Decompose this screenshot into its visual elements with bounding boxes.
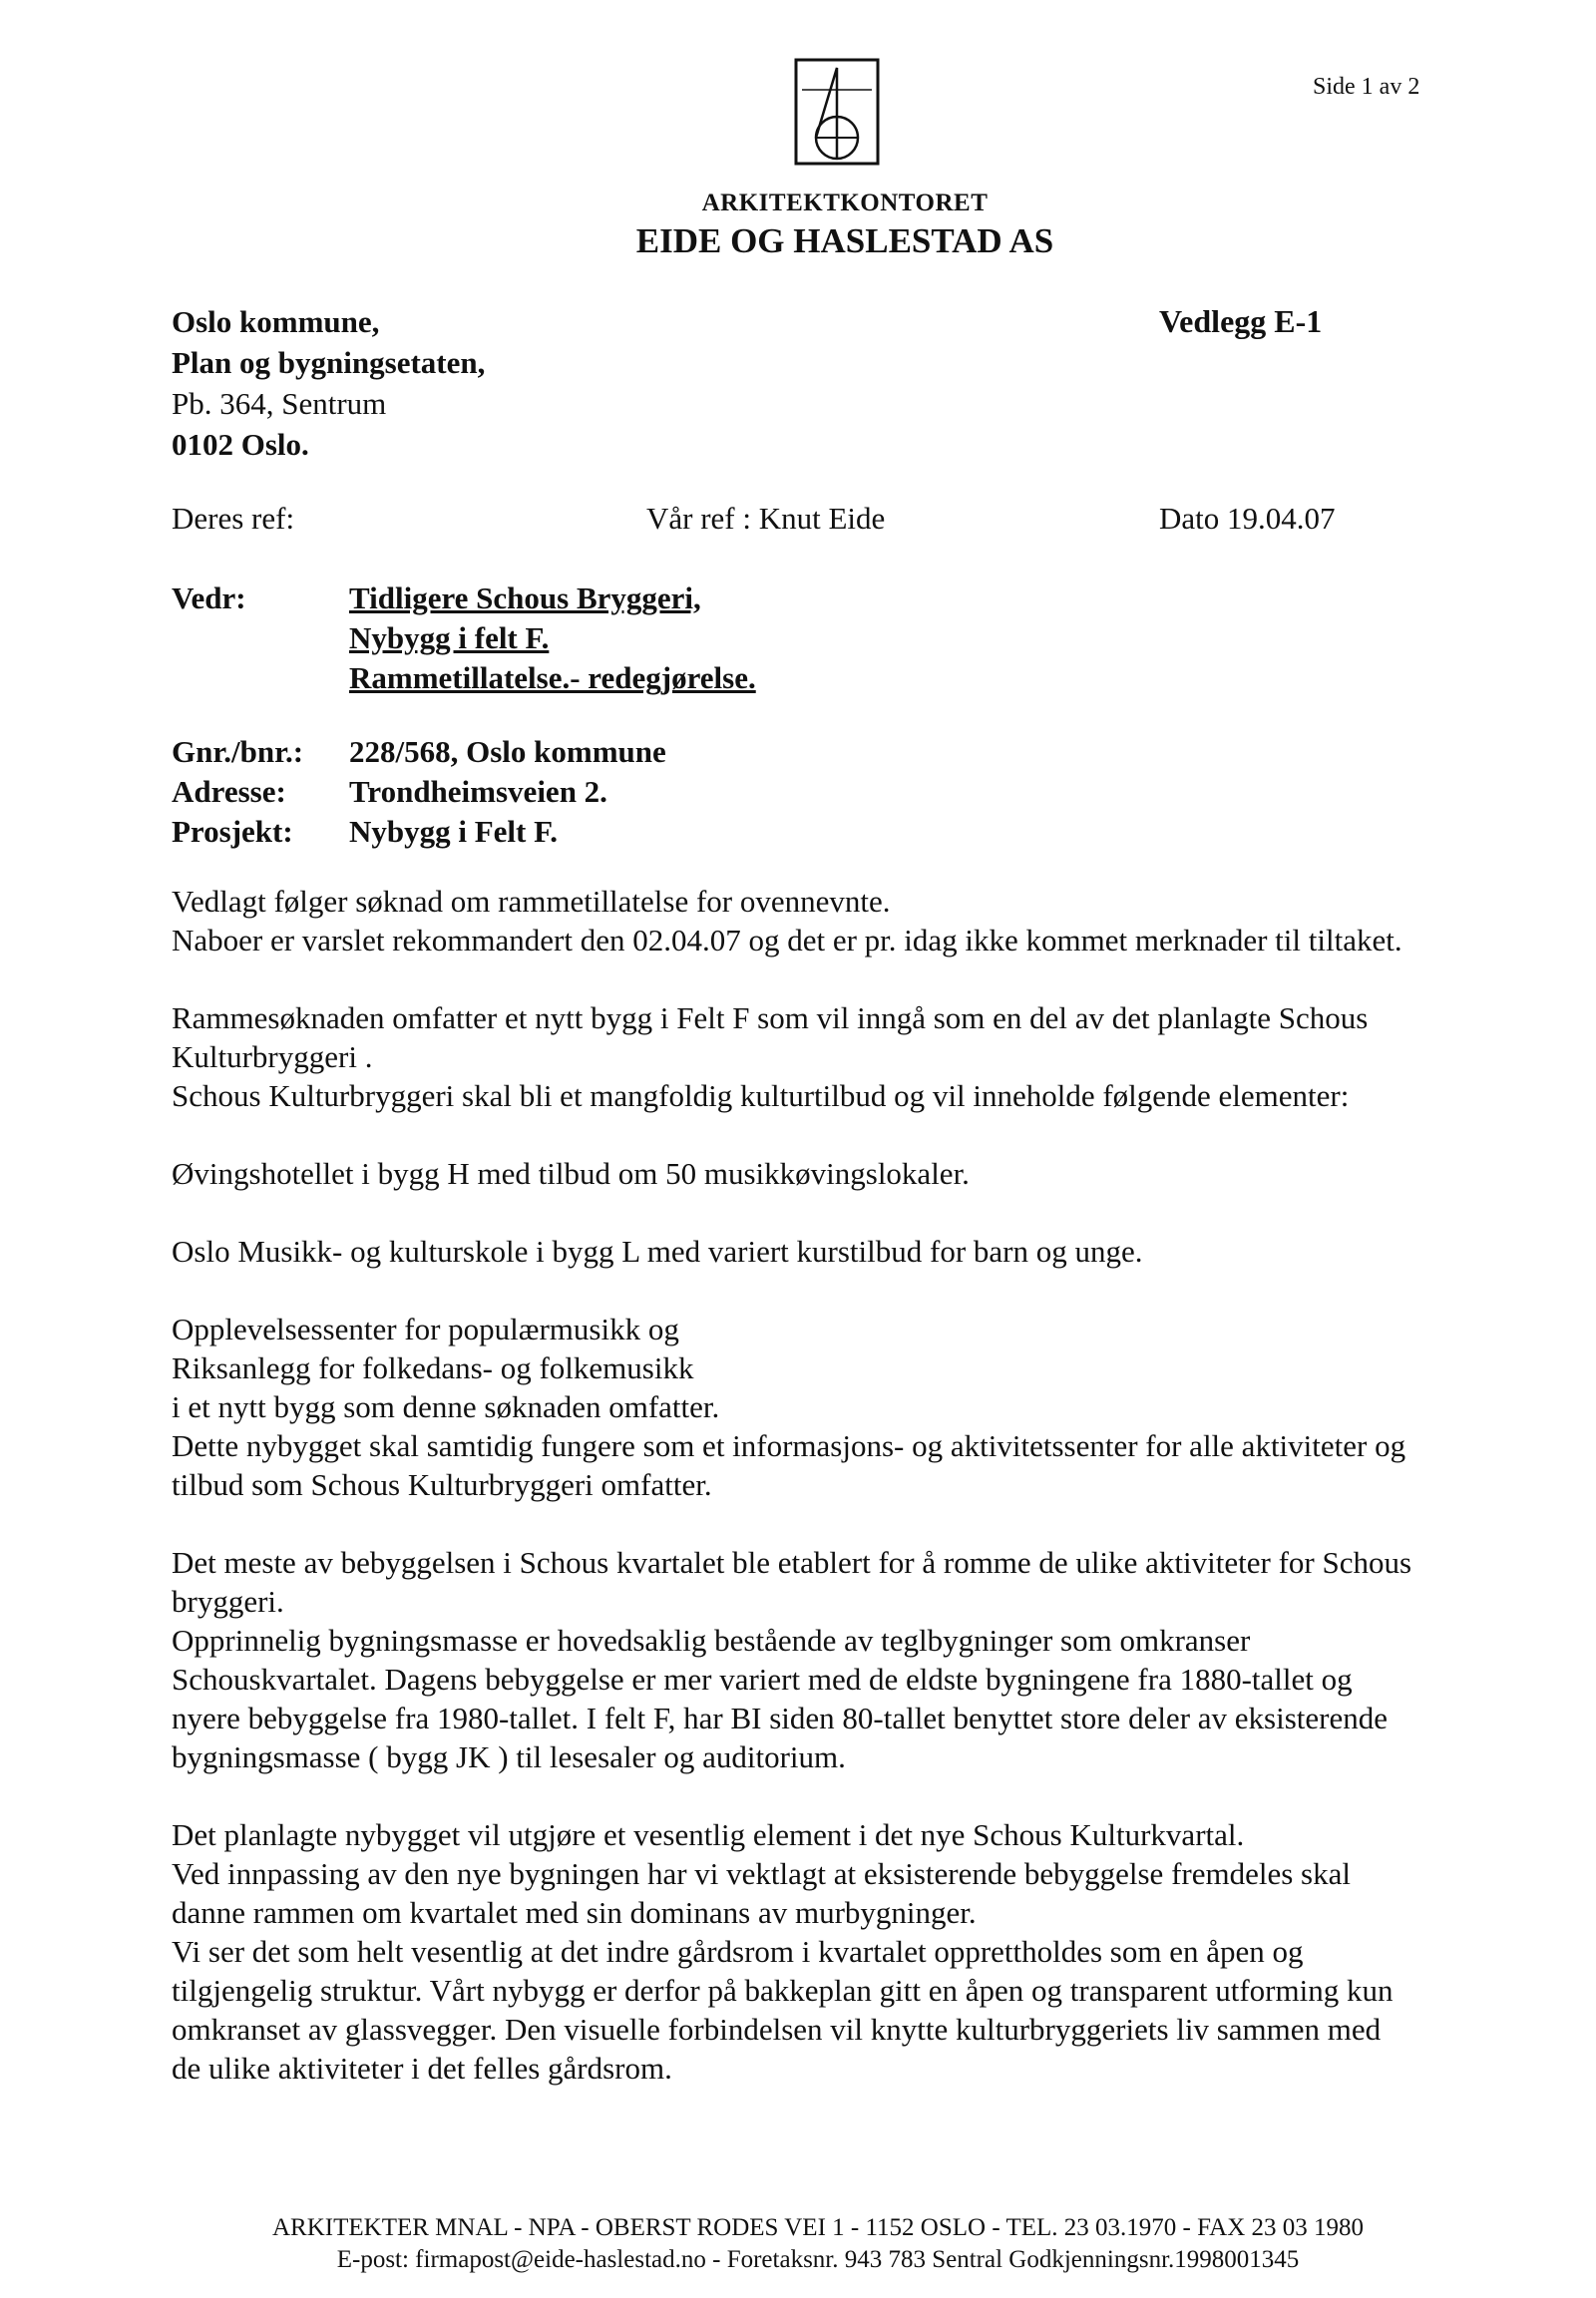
paragraph xyxy=(172,1232,1508,1271)
property-label: Adresse: xyxy=(172,774,286,809)
property-details xyxy=(172,732,666,852)
paragraph xyxy=(172,1543,1508,1776)
page-number: Side 1 av 2 xyxy=(1313,74,1420,100)
text-line: de ulike aktiviteter i det felles gårdsrom. xyxy=(172,2051,672,2086)
text-line: Schouskvartalet. Dagens bebyggelse er mer variert med de eldste bygningene fra 1880-tallet og xyxy=(172,1662,1353,1697)
recipient-line: Plan og bygningsetaten, xyxy=(172,345,486,380)
paragraph xyxy=(172,1815,1508,2088)
letter-date: Dato 19.04.07 xyxy=(1159,501,1336,536)
text-line: Dette nybygget skal samtidig fungere som et informasjons- og aktivitetssenter for alle aktiviteter og xyxy=(172,1428,1406,1463)
subject-label: Vedr: xyxy=(172,580,246,615)
text-line: Det planlagte nybygget vil utgjøre et vesentlig element i det nye Schous Kulturkvartal. xyxy=(172,1817,1245,1852)
property-label: Prosjekt: xyxy=(172,814,293,849)
org-subtitle: ARKITEKTKONTORET xyxy=(701,190,989,216)
property-row xyxy=(172,772,666,812)
paragraph xyxy=(172,1310,1508,1504)
text-line: bryggeri. xyxy=(172,1584,284,1619)
recipient-line: Pb. 364, Sentrum xyxy=(172,386,387,421)
text-line: tilgjengelig struktur. Vårt nybygg er derfor på bakkeplan gitt en åpen og transparent utforming kun xyxy=(172,1973,1394,2008)
text-line: Det meste av bebyggelsen i Schous kvartalet ble etablert for å romme de ulike aktiviteter for Schous xyxy=(172,1545,1412,1580)
subject-line: Rammetillatelse.- redegjørelse. xyxy=(349,660,756,695)
attachment-label: Vedlegg E-1 xyxy=(1159,303,1323,339)
text-line: Rammesøknaden omfatter et nytt bygg i Felt F som vil inngå som en del av det planlagte Schous xyxy=(172,1000,1369,1035)
org-name: EIDE OG HASLESTAD AS xyxy=(635,221,1054,260)
their-reference: Deres ref: xyxy=(172,501,295,536)
recipient-address xyxy=(172,301,485,465)
our-reference: Vår ref : Knut Eide xyxy=(646,501,886,536)
paragraph xyxy=(172,882,1508,959)
property-value: 228/568, Oslo kommune xyxy=(349,734,666,769)
property-value: Trondheimsveien 2. xyxy=(349,774,607,809)
company-logo xyxy=(794,58,880,166)
footer-contact: E-post: firmapost@eide-haslestad.no - Foretaksnr. 943 783 Sentral Godkjenningsnr.1998001345 xyxy=(336,2246,1300,2273)
text-line: omkranset av glassvegger. Den visuelle forbindelsen vil knytte kulturbryggeriets liv sammen med xyxy=(172,2012,1382,2047)
text-line: Ved innpassing av den nye bygningen har vi vektlagt at eksisterende bebyggelse fremdeles skal xyxy=(172,1856,1351,1891)
text-line: bygningsmasse ( bygg JK ) til lesesaler og auditorium. xyxy=(172,1739,846,1774)
footer-address: ARKITEKTER MNAL - NPA - OBERST RODES VEI 1 - 1152 OSLO - TEL. 23 03.1970 - FAX 23 03 1980 xyxy=(272,2214,1364,2241)
property-value: Nybygg i Felt F. xyxy=(349,814,558,849)
text-line: danne rammen om kvartalet med sin dominans av murbygninger. xyxy=(172,1895,977,1930)
recipient-line: 0102 Oslo. xyxy=(172,427,309,462)
text-line: tilbud som Schous Kulturbryggeri omfatter. xyxy=(172,1467,712,1502)
subject-line: Nybygg i felt F. xyxy=(349,620,550,655)
text-line: Naboer er varslet rekommandert den 02.04.07 og det er pr. idag ikke kommet merknader til tiltaket. xyxy=(172,923,1402,958)
text-line: Kulturbryggeri . xyxy=(172,1039,373,1074)
text-line: Riksanlegg for folkedans- og folkemusikk xyxy=(172,1350,694,1385)
text-line: Vedlagt følger søknad om rammetillatelse for ovennevnte. xyxy=(172,884,891,919)
property-row xyxy=(172,812,666,852)
paragraph xyxy=(172,998,1508,1115)
text-line: Vi ser det som helt vesentlig at det indre gårdsrom i kvartalet opprettholdes som en åpen og xyxy=(172,1934,1304,1969)
property-row xyxy=(172,732,666,772)
property-label: Gnr./bnr.: xyxy=(172,734,304,769)
text-line: Schous Kulturbryggeri skal bli et mangfoldig kulturtilbud og vil inneholde følgende elementer: xyxy=(172,1078,1350,1113)
subject-line: Tidligere Schous Bryggeri, xyxy=(349,580,701,615)
text-line: Opprinnelig bygningsmasse er hovedsaklig bestående av teglbygninger som omkranser xyxy=(172,1623,1251,1658)
text-line: Opplevelsessenter for populærmusikk og xyxy=(172,1312,679,1346)
text-line: Øvingshotellet i bygg H med tilbud om 50 musikkøvingslokaler. xyxy=(172,1156,970,1191)
text-line: nyere bebyggelse fra 1980-tallet. I felt F, har BI siden 80-tallet benyttet store deler av eksisterende xyxy=(172,1701,1388,1735)
subject-lines xyxy=(349,578,756,698)
recipient-line: Oslo kommune, xyxy=(172,304,380,339)
paragraph xyxy=(172,1154,1508,1193)
text-line: Oslo Musikk- og kulturskole i bygg L med variert kurstilbud for barn og unge. xyxy=(172,1234,1143,1269)
letter-body xyxy=(172,882,1508,2126)
text-line: i et nytt bygg som denne søknaden omfatter. xyxy=(172,1389,720,1424)
